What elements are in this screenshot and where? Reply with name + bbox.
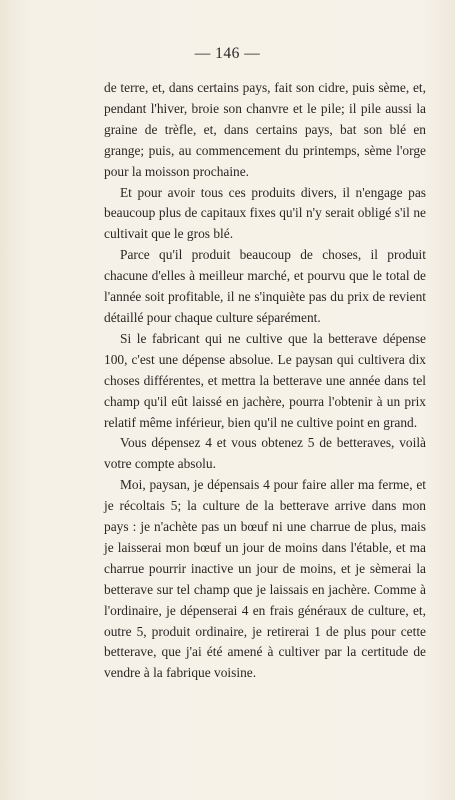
paragraph-6: Moi, paysan, je dépensais 4 pour faire aller ma ferme, et je récoltais 5; la culture de la betterave arrive dans mon pays : je n'achète pas un bœuf ni une charrue de plus, mais je laisserai mon bœuf un jour de moins dans l'étable, et ma charrue pourrir inactive un jour de moins, et je sèmerai la betterave sur tel champ que je laissais en jachère. Comme à l'ordinaire, je dépenserai 4 en frais généraux de culture, et, outre 5, produit ordinaire, je retirerai 1 de plus pour cette betterave, que j'ai été amené à cultiver par la certitude de vendre à la fabrique voisine. [104, 477, 426, 681]
paragraph-1: de terre, et, dans certains pays, fait son cidre, puis sème, et, pendant l'hiver, broie son chanvre et le pile; il pile aussi la graine de trèfle, et, dans certains pays, bat son blé en grange; puis, au commencement du printemps, sème l'orge pour la moisson prochaine. [104, 80, 426, 179]
paragraph-2: Et pour avoir tous ces produits divers, il n'engage pas beaucoup plus de capitaux fixes qu'il n'y serait obligé s'il ne cultivait que le gros blé. [104, 184, 426, 242]
paragraph-5: Vous dépensez 4 et vous obtenez 5 de betteraves, voilà votre compte absolu. [104, 435, 426, 472]
paragraph-3: Parce qu'il produit beaucoup de choses, il produit chacune d'elles à meilleur marché, et pourvu que le total de l'année soit profitable, il ne s'inquiète pas du prix de revient détaillé pour chaque culture séparément. [104, 247, 426, 325]
body-text [104, 78, 426, 684]
page-number: — 146 — [194, 45, 261, 62]
paragraph-4: Si le fabricant qui ne cultive que la betterave dépense 100, c'est une dépense absolue. Le paysan qui cultivera dix choses différentes, et mettra la betterave une année dans tel champ qu'il eût laissé en jachère, pourra l'obtenir à un prix relatif même inférieur, bien qu'il ne cultive point en grand. [104, 330, 426, 430]
